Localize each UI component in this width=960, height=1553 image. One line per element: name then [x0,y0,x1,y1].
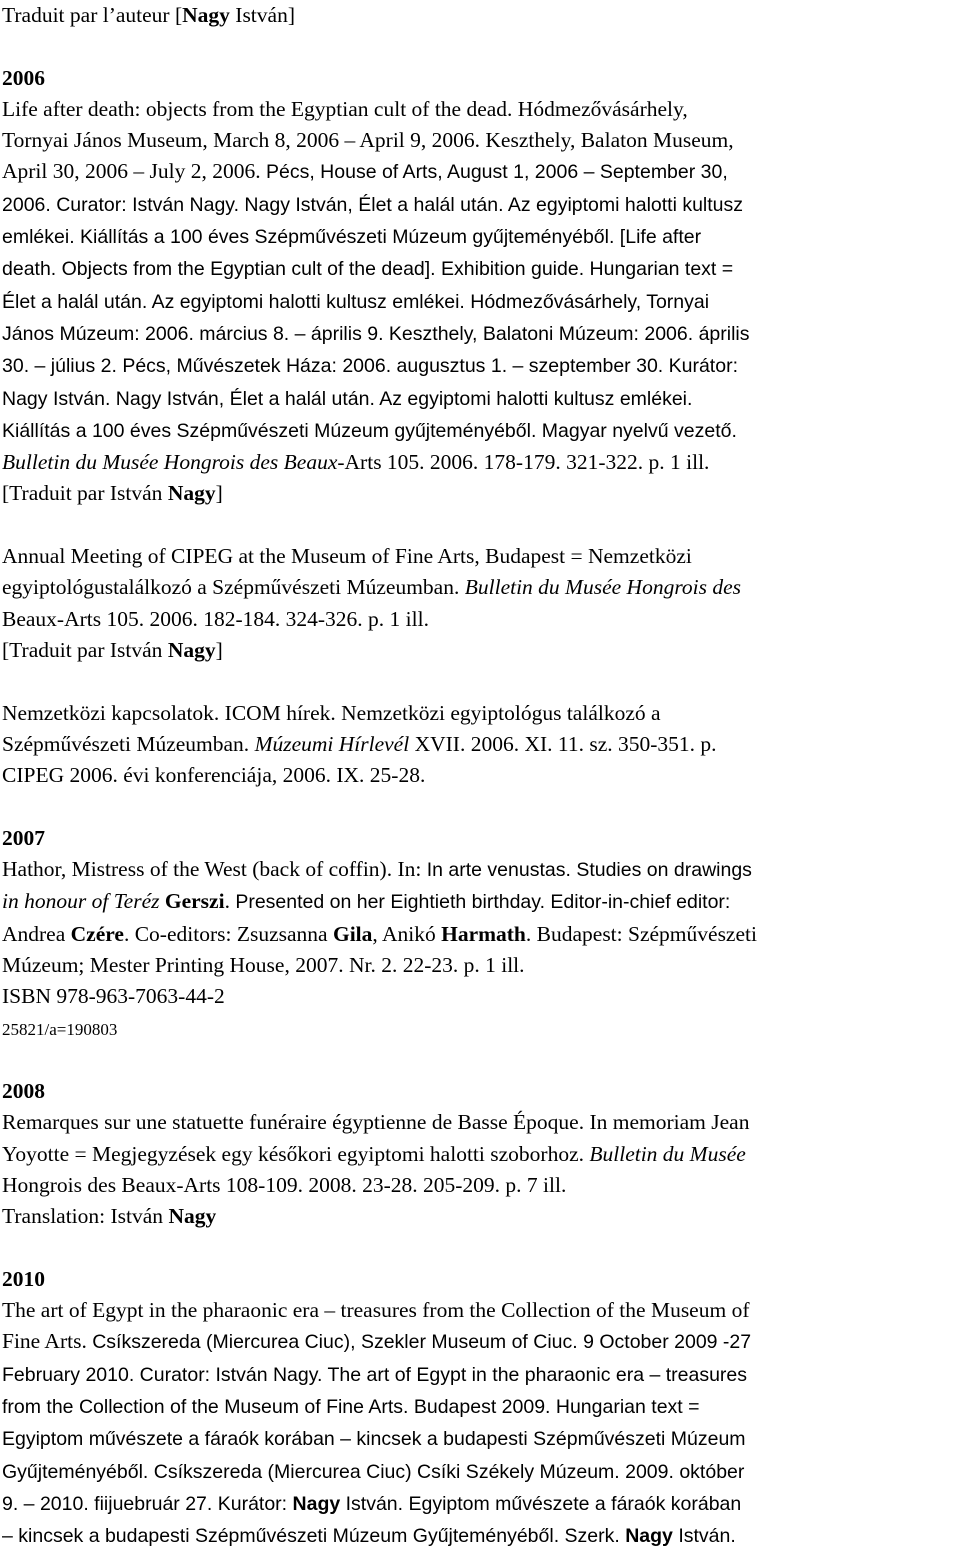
text-run: The art of Egypt in the pharaonic era – treasures from the Collection of the Museum of [2,1298,750,1323]
bold-name: Nagy [167,637,216,662]
italic-title: Bulletin du Musée Hongrois des Beaux [2,450,338,475]
text-run: XVII. 2006. XI. 11. sz. 350-351. p. [409,731,717,756]
text-line [2,447,960,478]
text-line [2,156,960,188]
sans-text: Gyűjteményéből. Csíkszereda (Miercurea Ciuc) Csíki Székely Múzeum. 2009. október [2,1460,745,1483]
text-run: ] [215,637,223,662]
sans-text: Nagy István. Nagy István, Élet a halál után. Az egyiptomi halotti kultusz emlékei. [2,387,693,410]
year-section [2,1076,960,1232]
sans-text: Egyiptom művészete a fáraók korában – kincsek a budapesti Szépművészeti Múzeum [2,1428,746,1451]
blank-line [2,666,960,697]
text-line [2,286,960,318]
text-run: Nemzetközi kapcsolatok. ICOM hírek. Nemzetközi egyiptológus találkozó a [2,700,661,725]
text-line [2,981,960,1012]
text-line [2,604,960,635]
text-line [2,1013,960,1045]
text-line [2,1170,960,1201]
bibliography-entry [2,698,960,792]
text-run: Annual Meeting of CIPEG at the Museum of Fine Arts, Budapest = Nemzetközi [2,544,692,569]
text-run: [Traduit par István [2,481,168,506]
text-line [2,1488,960,1520]
text-run: Hongrois des Beaux-Arts 108-109. 2008. 23-28. 205-209. p. 7 ill. [2,1172,567,1197]
text-line [2,950,960,981]
italic-title: in honour of Teréz [2,889,165,914]
text-run: , Anikó [372,921,442,946]
catalog-number: 25821/a=190803 [2,1019,118,1039]
year-heading: 2010 [2,1266,45,1291]
sans-text: from the Collection of the Museum of Fine Arts. Budapest 2009. Hungarian text = [2,1396,700,1419]
bold-name: Czére [70,921,124,946]
text-run: István] [229,3,295,27]
text-line [2,125,960,156]
italic-title: Múzeumi Hírlevél [254,731,410,756]
bold-name: Gerszi [164,889,225,914]
bold-name: Nagy [167,481,216,506]
bibliography-entry [2,854,960,1045]
sans-text: February 2010. Curator: István Nagy. The art of Egypt in the pharaonic era – treasures [2,1363,748,1386]
sans-text: emlékei. Kiállítás a 100 éves Szépművészeti Múzeum gyűjteményéből. [Life after [2,226,702,249]
text-run: . Budapest: Szépművészeti [525,921,757,946]
text-line [2,698,960,729]
text-line [2,1423,960,1455]
text-run: Hathor, Mistress of the West (back of coffin). In: [2,857,427,882]
text-line [2,760,960,791]
text-line [2,1326,960,1358]
text-line [2,1139,960,1170]
italic-title: Bulletin du Musée Hongrois des [464,575,742,600]
text-line [2,1201,960,1232]
text-line [2,221,960,253]
text-line [2,350,960,382]
sans-text: 2006. Curator: István Nagy. Nagy István, Élet a halál után. Az egyiptomi halotti kultusz [2,193,744,216]
text-run: Yoyotte = Megjegyzések egy későkori egyiptomi halotti szoborhoz. [2,1141,590,1166]
text-line [2,94,960,125]
text-run: Traduit par l’auteur [ [2,3,183,27]
text-line [2,478,960,509]
text-run: Múzeum; Mester Printing House, 2007. Nr. 2. 22-23. p. 1 ill. [2,952,525,977]
sans-text: In arte venustas. Studies on drawings [426,859,752,882]
bold-name: Harmath [441,921,526,946]
bold-name: Gila [332,921,373,946]
text-line [2,854,960,886]
text-run: Beaux-Arts 105. 2006. 182-184. 324-326. p. 1 ill. [2,606,429,631]
text-run: Szépművészeti Múzeumban. [2,731,255,756]
bold-name: Nagy [625,1525,673,1548]
text-line [2,383,960,415]
text-run: -Arts 105. 2006. 178-179. 321-322. p. 1 ill. [337,450,710,475]
text-run: April 30, 2006 – July 2, 2006. [2,159,266,184]
text-run: egyiptológustalálkozó a Szépművészeti Múzeumban. [2,575,465,600]
text-line [2,729,960,760]
text-line [2,886,960,918]
header-block [2,0,960,31]
blank-line [2,31,960,62]
text-run: . [224,889,236,914]
sans-text: – kincsek a budapesti Szépművészeti Múzeum Gyűjteményéből. Szerk. [2,1525,626,1548]
sans-text: 9. – 2010. fiijuebruár 27. Kurátor: [2,1492,293,1515]
year-heading: 2006 [2,65,45,90]
year-section [2,823,960,1045]
italic-title: Bulletin du Musée [589,1141,746,1166]
text-run: [Traduit par István [2,637,168,662]
bibliography-entry [2,94,960,510]
year-section [2,63,960,792]
year-heading: 2008 [2,1079,45,1104]
sans-text: Élet a halál után. Az egyiptomi halotti kultusz emlékei. Hódmezővásárhely, Tornyai [2,290,710,313]
text-line [2,919,960,950]
text-run: Life after death: objects from the Egyptian cult of the dead. Hódmezővásárhely, [2,96,688,121]
blank-line [2,1233,960,1264]
text-line [2,572,960,603]
text-run: Tornyai János Museum, March 8, 2006 – April 9, 2006. Keszthely, Balaton Museum, [2,128,734,153]
bibliography-entry [2,1107,960,1232]
text-line [2,541,960,572]
bibliography-entries [2,31,960,1552]
sans-text: Pécs, House of Arts, August 1, 2006 – September 30, [265,161,728,184]
text-run: ] [215,481,223,506]
sans-text: death. Objects from the Egyptian cult of the dead]. Exhibition guide. Hungarian text = [2,258,734,281]
text-run: Andrea [2,921,71,946]
text-line [2,635,960,666]
text-line [2,253,960,285]
text-line [2,415,960,447]
year-heading: 2007 [2,825,45,850]
blank-line [2,510,960,541]
text-run: Remarques sur une statuette funéraire égyptienne de Basse Époque. In memoriam Jean [2,1110,750,1135]
sans-text: 30. – július 2. Pécs, Művészetek Háza: 2006. augusztus 1. – szeptember 30. Kurátor: [2,355,738,378]
bold-name: Nagy [168,1204,217,1229]
bold-name: Nagy [292,1492,341,1515]
text-run: CIPEG 2006. évi konferenciája, 2006. IX. 25-28. [2,763,426,788]
year-section [2,1264,960,1553]
text-line [2,189,960,221]
text-line [2,1391,960,1423]
text-run: Fine Arts. [2,1329,93,1354]
text-line [2,1456,960,1488]
text-line [2,1295,960,1326]
blank-line [2,1045,960,1076]
text-line [2,1520,960,1552]
text-run: . Co-editors: Zsuzsanna [123,921,333,946]
sans-text: István. Egyiptom művészete a fáraók korában [340,1492,742,1515]
text-line [2,318,960,350]
text-line [2,0,960,31]
text-line [2,1107,960,1138]
bibliography-entry [2,541,960,666]
blank-line [2,791,960,822]
sans-text: István. [672,1525,736,1548]
text-run: ISBN 978-963-7063-44-2 [2,984,225,1009]
sans-text: Csíkszereda (Miercurea Ciuc), Szekler Museum of Ciuc. 9 October 2009 -27 [92,1331,752,1354]
text-run: Translation: István [2,1204,169,1229]
bold-name: Nagy [182,3,230,27]
sans-text: Kiállítás a 100 éves Szépművészeti Múzeum gyűjteményéből. Magyar nyelvű vezető. [2,419,737,442]
sans-text: János Múzeum: 2006. március 8. – április 9. Keszthely, Balatoni Múzeum: 2006. április [2,322,750,345]
bibliography-entry [2,1295,960,1552]
text-line [2,1359,960,1391]
sans-text: Presented on her Eightieth birthday. Editor-in-chief editor: [235,891,731,914]
